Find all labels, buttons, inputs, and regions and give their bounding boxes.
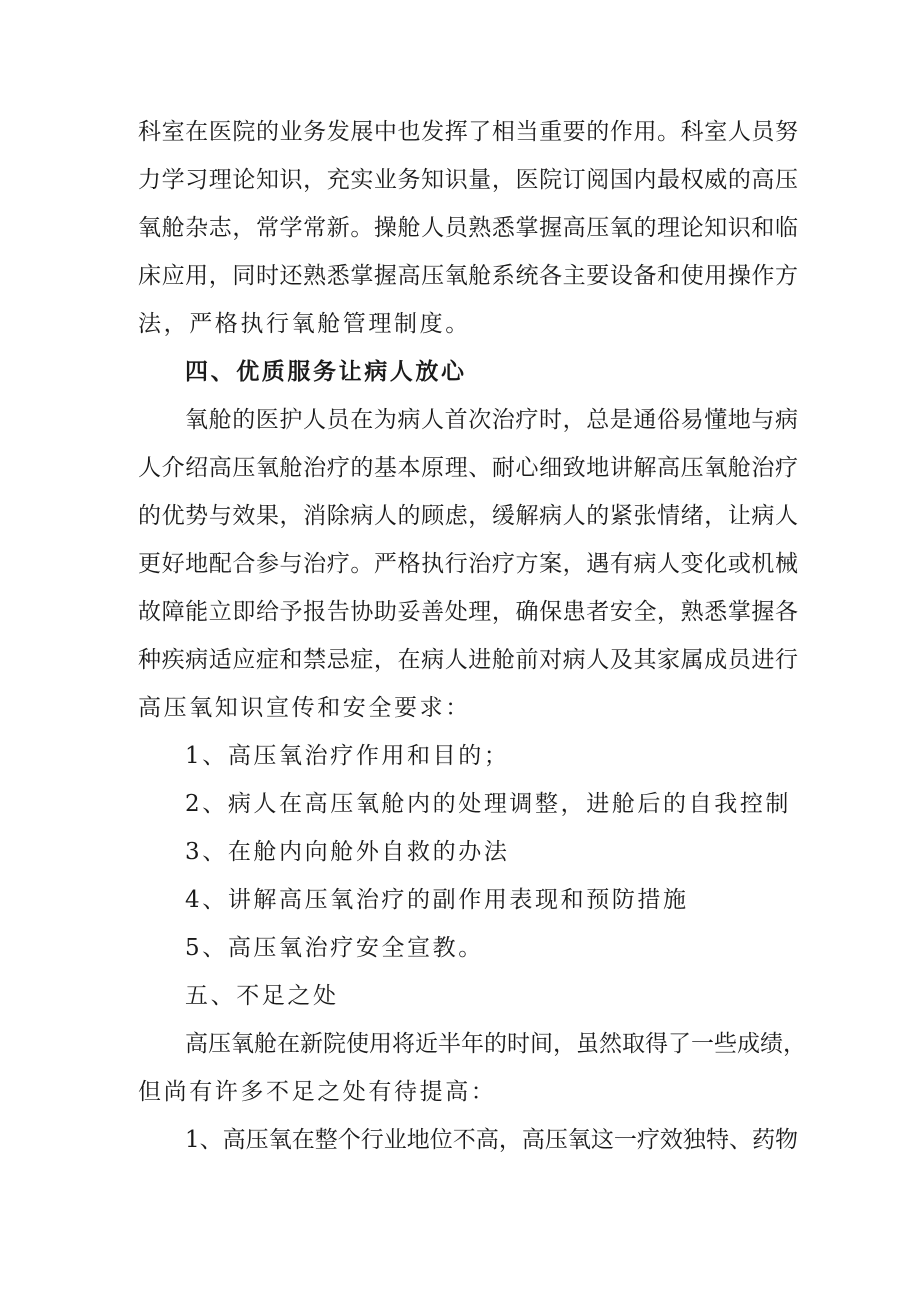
body-text-line: 力学习理论知识，充实业务知识量，医院订阅国内最权威的高压 (138, 167, 798, 193)
list-item: 4、讲解高压氧治疗的副作用表现和预防措施 (185, 887, 689, 913)
list-item: 3、在舱内向舱外自救的办法 (185, 839, 510, 865)
body-text-line: 故障能立即给予报告协助妥善处理，确保患者安全，熟悉掌握各 (138, 599, 798, 625)
body-text-line: 的优势与效果，消除病人的顾虑，缓解病人的紧张情绪，让病人 (138, 503, 798, 529)
body-text-line: 氧舱杂志，常学常新。操舱人员熟悉掌握高压氧的理论知识和临 (138, 215, 798, 241)
list-item: 5、高压氧治疗安全宣教。 (185, 935, 484, 961)
body-text-line: 种疾病适应症和禁忌症，在病人进舱前对病人及其家属成员进行 (138, 647, 798, 673)
body-text-line: 更好地配合参与治疗。严格执行治疗方案，遇有病人变化或机械 (138, 551, 798, 577)
body-text-line: 高压氧知识宣传和安全要求： (138, 695, 471, 721)
body-text-line: 法，严格执行氧舱管理制度。 (138, 311, 471, 337)
body-text-line: 但尚有许多不足之处有待提高： (138, 1079, 497, 1105)
list-item: 1、高压氧在整个行业地位不高，高压氧这一疗效独特、药物 (185, 1127, 798, 1153)
body-text-line: 人介绍高压氧舱治疗的基本原理、耐心细致地讲解高压氧舱治疗 (138, 455, 798, 481)
list-item: 1、高压氧治疗作用和目的； (185, 743, 510, 769)
section-heading: 五、不足之处 (185, 983, 339, 1009)
list-item: 2、病人在高压氧舱内的处理调整，进舱后的自我控制 (185, 791, 792, 817)
body-text-line: 氧舱的医护人员在为病人首次治疗时，总是通俗易懂地与病 (185, 407, 798, 433)
body-text-line: 床应用，同时还熟悉掌握高压氧舱系统各主要设备和使用操作方 (138, 263, 798, 289)
section-heading: 四、优质服务让病人放心 (185, 358, 467, 385)
body-text-line: 高压氧舱在新院使用将近半年的时间，虽然取得了一些成绩， (185, 1031, 806, 1057)
body-text-line: 科室在医院的业务发展中也发挥了相当重要的作用。科室人员努 (138, 119, 798, 145)
